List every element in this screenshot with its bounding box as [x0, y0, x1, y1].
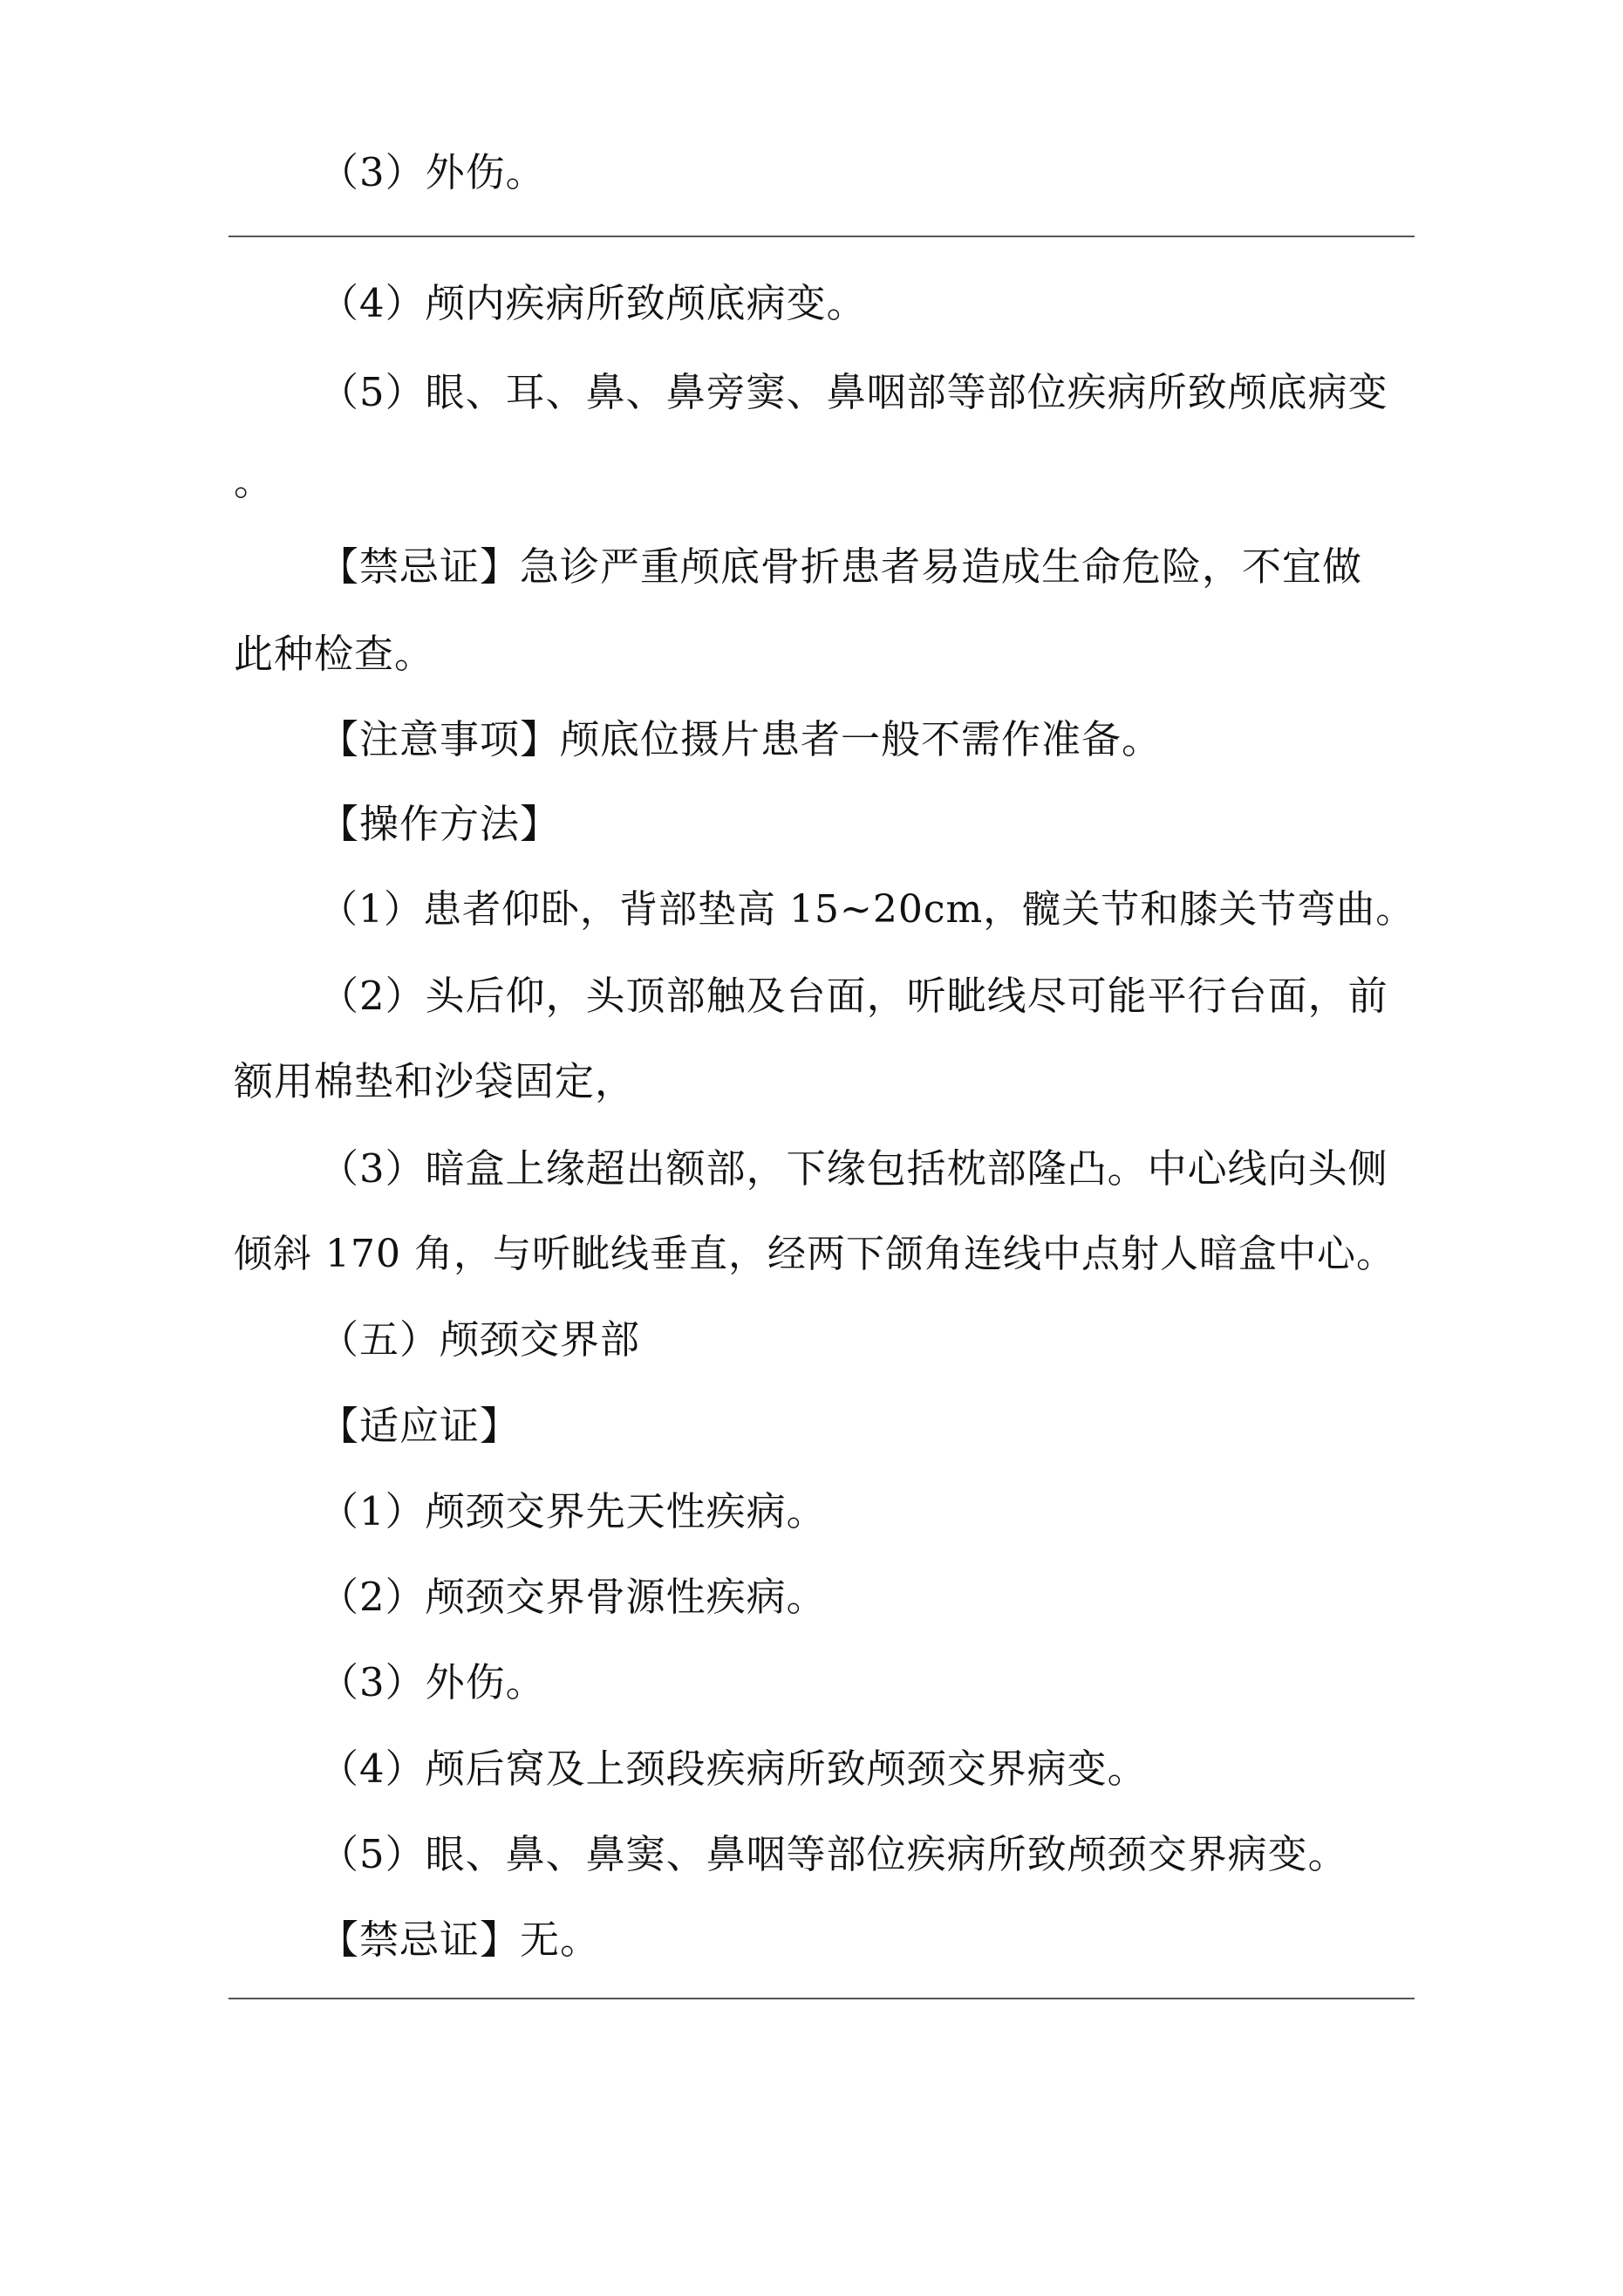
- text-line: （3）外伤。: [319, 1659, 546, 1705]
- horizontal-rule: [228, 236, 1415, 237]
- text-line: （2）颅颈交界骨源性疾病。: [319, 1574, 827, 1620]
- text-line: （2）头后仰，头顶部触及台面，听眦线尽可能平行台面，前: [319, 973, 1388, 1019]
- text-line: （五）颅颈交界部: [319, 1316, 641, 1363]
- text-line: （1）颅颈交界先天性疾病。: [319, 1488, 827, 1534]
- text-line: （3）暗盒上缘超出额部，下缘包括枕部隆凸。中心线向头侧: [319, 1145, 1388, 1192]
- text-line: 。: [234, 458, 275, 504]
- text-line: （3）外伤。: [319, 149, 546, 195]
- text-line: 此种检查。: [234, 631, 435, 677]
- text-line: （4）颅内疾病所致颅底病变。: [319, 280, 867, 326]
- text-line: 【操作方法】: [319, 801, 561, 847]
- text-line: 额用棉垫和沙袋固定，: [234, 1058, 636, 1104]
- text-line: 【禁忌证】急诊严重颅底骨折患者易造成生命危险，不宜做: [319, 543, 1363, 590]
- text-line: 【禁忌证】无。: [319, 1917, 601, 1963]
- text-line: 倾斜 170 角，与听眦线垂直，经两下颌角连线中点射人暗盒中心。: [234, 1232, 1395, 1276]
- text-line: （5）眼、鼻、鼻窦、鼻咽等部位疾病所致颅颈交界病变。: [319, 1831, 1348, 1877]
- text-line: （1）患者仰卧，背部垫高 15~20cm，髋关节和膝关节弯曲。: [319, 887, 1415, 932]
- text-line: 【注意事项】颅底位摄片患者一般不需作准备。: [319, 716, 1163, 762]
- text-line: （4）颅后窝及上颈段疾病所致颅颈交界病变。: [319, 1746, 1148, 1792]
- text-line: （5）眼、耳、鼻、鼻旁窦、鼻咽部等部位疾病所致颅底病变: [319, 369, 1388, 415]
- horizontal-rule: [228, 1998, 1415, 1999]
- text-line: 【适应证】: [319, 1403, 521, 1449]
